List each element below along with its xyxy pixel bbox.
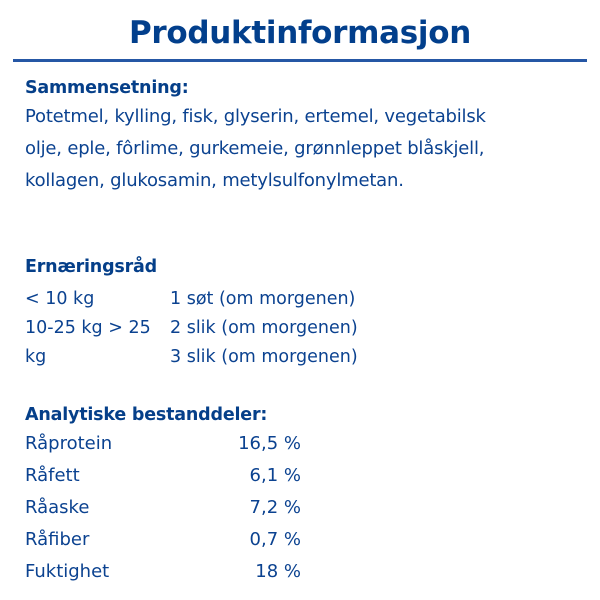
- analysis-value: 6,1 %: [249, 465, 301, 486]
- feeding-weight: kg: [25, 347, 47, 367]
- analysis-name: Råprotein: [25, 433, 113, 454]
- analysis-name: Råfett: [25, 465, 80, 486]
- feeding-dose: 1 søt (om morgenen): [170, 289, 356, 309]
- analysis-heading: Analytiske bestanddeler:: [25, 405, 268, 425]
- analysis-name: Råaske: [25, 497, 90, 518]
- feeding-heading: Ernæringsråd: [25, 257, 157, 277]
- analysis-name: Råfiber: [25, 529, 90, 550]
- title-divider: [13, 59, 587, 62]
- composition-heading: Sammensetning:: [25, 78, 189, 98]
- feeding-weight: 10-25 kg > 25: [25, 318, 151, 338]
- composition-line: kollagen, glukosamin, metylsulfonylmetan.: [25, 170, 404, 191]
- feeding-row: [25, 345, 358, 369]
- analysis-name: Fuktighet: [25, 561, 110, 582]
- feeding-dose: 2 slik (om morgenen): [170, 318, 358, 338]
- composition-line: Potetmel, kylling, fisk, glyserin, ertemel, vegetabilsk: [25, 106, 486, 127]
- feeding-row: [25, 316, 358, 340]
- analysis-value: 7,2 %: [249, 497, 301, 518]
- feeding-row: [25, 287, 355, 311]
- analysis-value: 16,5 %: [238, 433, 301, 454]
- feeding-weight: < 10 kg: [25, 289, 95, 309]
- analysis-value: 18 %: [255, 561, 301, 582]
- composition-text: [25, 101, 585, 197]
- feeding-dose: 3 slik (om morgenen): [170, 347, 358, 367]
- page-title: Produktinformasjon: [128, 15, 472, 51]
- analysis-value: 0,7 %: [249, 529, 301, 550]
- composition-line: olje, eple, fôrlime, gurkemeie, grønnleppet blåskjell,: [25, 138, 485, 159]
